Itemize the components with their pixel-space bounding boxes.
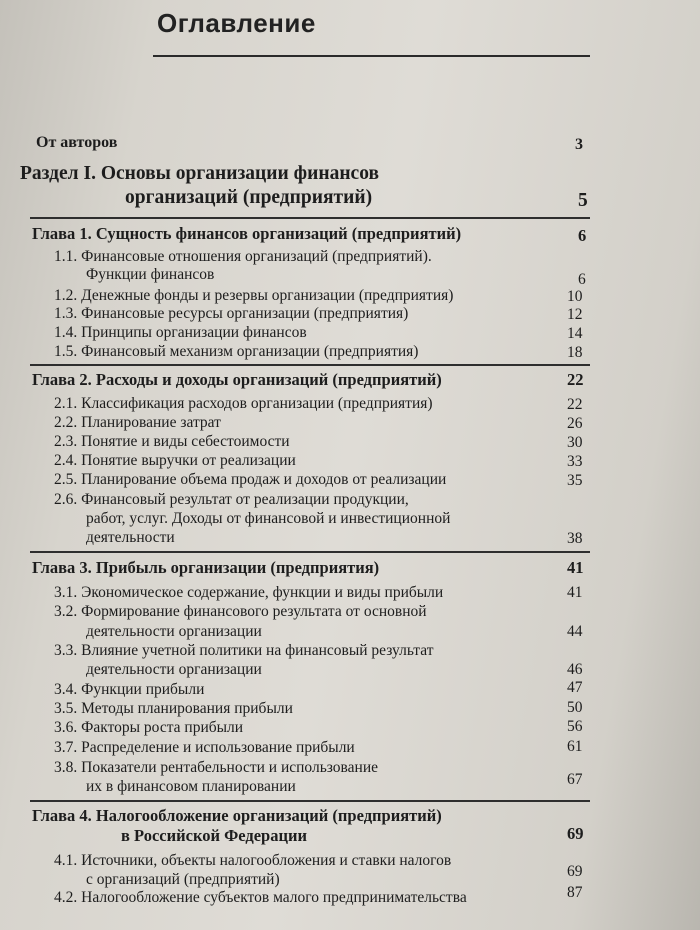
toc-entry-cont: с организаций (предприятий) — [86, 871, 280, 888]
toc-entry: 2.6. Финансовый результат от реализации продукции, — [54, 491, 409, 508]
divider — [30, 551, 590, 553]
part-title-line1: Раздел I. Основы организации финансов — [20, 163, 380, 184]
toc-entry: 1.3. Финансовые ресурсы организации (предприятия) — [54, 305, 409, 322]
toc-page: 67 — [567, 771, 583, 788]
toc-page: 56 — [567, 718, 583, 735]
page-heading: Оглавление — [157, 8, 316, 38]
toc-entry-cont: Функции финансов — [86, 266, 215, 283]
chapter-page: 22 — [567, 370, 584, 389]
toc-entry: 2.2. Планирование затрат — [54, 414, 221, 431]
chapter-title: Глава 1. Сущность финансов организаций (предприятий) — [32, 224, 462, 243]
toc-page: 35 — [567, 472, 583, 489]
chapter-title: Глава 2. Расходы и доходы организаций (предприятий) — [32, 370, 442, 389]
toc-page: 14 — [567, 325, 583, 342]
toc-page: 41 — [567, 584, 583, 601]
chapter-page: 6 — [578, 226, 587, 245]
toc-page: 47 — [567, 679, 583, 696]
toc-entry: 3.8. Показатели рентабельности и использование — [54, 759, 379, 776]
divider — [30, 217, 590, 219]
toc-entry-cont: деятельности организации — [86, 623, 262, 640]
toc-page: 46 — [567, 661, 583, 678]
toc-entry: 1.4. Принципы организации финансов — [54, 324, 307, 341]
toc-entry: 1.5. Финансовый механизм организации (предприятия) — [54, 343, 419, 360]
toc-entry: 3.1. Экономическое содержание, функции и виды прибыли — [54, 584, 444, 601]
toc-page: 26 — [567, 415, 583, 432]
toc-page: 87 — [567, 884, 583, 901]
part-page: 5 — [578, 190, 588, 211]
toc-entry: 1.2. Денежные фонды и резервы организации (предприятия) — [54, 287, 454, 304]
toc-page: 33 — [567, 453, 583, 470]
toc-entry: 4.2. Налогообложение субъектов малого предпринимательства — [54, 889, 467, 906]
toc-entry: 2.1. Классификация расходов организации (предприятия) — [54, 395, 433, 412]
toc-page: 44 — [567, 623, 583, 640]
toc-entry-cont: работ, услуг. Доходы от финансовой и инвестиционной — [86, 510, 451, 527]
toc-page: 18 — [567, 344, 583, 361]
toc-entry-cont: деятельности организации — [86, 661, 262, 678]
heading-box — [153, 0, 590, 57]
divider — [30, 800, 590, 802]
toc-page: 50 — [567, 699, 583, 716]
toc-entry: 3.2. Формирование финансового результата от основной — [54, 603, 427, 620]
toc-page: 69 — [567, 863, 583, 880]
chapter-page: 69 — [567, 824, 584, 843]
toc-page: 30 — [567, 434, 583, 451]
toc-entry: 4.1. Источники, объекты налогообложения и ставки налогов — [54, 852, 452, 869]
toc-entry: 3.6. Факторы роста прибыли — [54, 719, 244, 736]
toc-page: 10 — [567, 288, 583, 305]
chapter-title-cont: в Российской Федерации — [121, 826, 308, 845]
chapter-page: 41 — [567, 558, 584, 577]
toc-page: 38 — [567, 530, 583, 547]
toc-entry: 3.7. Распределение и использование прибыли — [54, 739, 355, 756]
toc-entry-cont: деятельности — [86, 529, 175, 546]
toc-entry: 2.5. Планирование объема продаж и доходов от реализации — [54, 471, 447, 488]
toc-authors-page: 3 — [575, 136, 583, 153]
part-title-line2: организаций (предприятий) — [125, 187, 373, 208]
toc-entry: 2.4. Понятие выручки от реализации — [54, 452, 296, 469]
divider — [30, 364, 590, 366]
toc-authors: От авторов — [36, 134, 118, 151]
toc-entry-cont: их в финансовом планировании — [86, 778, 296, 795]
toc-entry: 3.3. Влияние учетной политики на финансовый результат — [54, 642, 434, 659]
chapter-title: Глава 4. Налогообложение организаций (предприятий) — [32, 806, 442, 825]
toc-page: 6 — [578, 271, 586, 288]
toc-page: 12 — [567, 306, 583, 323]
toc-entry: 2.3. Понятие и виды себестоимости — [54, 433, 290, 450]
chapter-title: Глава 3. Прибыль организации (предприятия) — [32, 558, 380, 577]
toc-page: 61 — [567, 738, 583, 755]
toc-page: 22 — [567, 396, 583, 413]
toc-entry: 1.1. Финансовые отношения организаций (предприятий). — [54, 248, 432, 265]
toc-entry: 3.5. Методы планирования прибыли — [54, 700, 293, 717]
toc-entry: 3.4. Функции прибыли — [54, 681, 205, 698]
